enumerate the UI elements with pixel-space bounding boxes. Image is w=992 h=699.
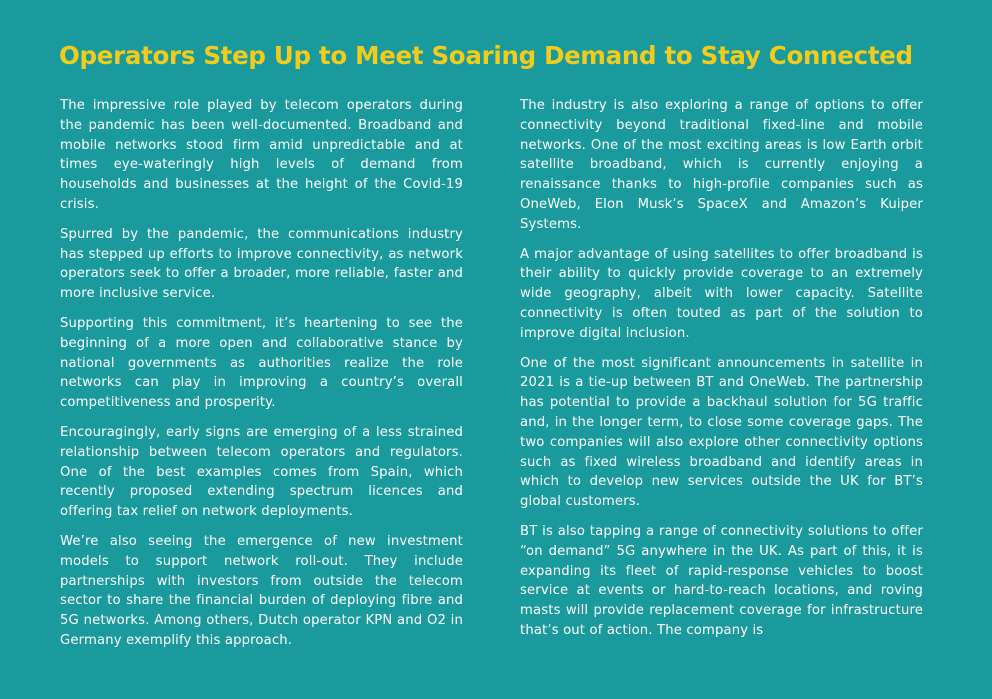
paragraph: A major advantage of using satellites to offer broadband is their ability to quickly provide coverage to an extremely wide geography, albeit with lower capacity. Satellite connectivity is often touted as part of the solution to improve digital inclusion. (520, 246, 923, 341)
article-columns (60, 96, 923, 661)
paragraph: Encouragingly, early signs are emerging of a less strained relationship between telecom operators and regulators. One of the best examples comes from Spain, which recently proposed extending spectrum licences and offering tax relief on network deployments. (60, 424, 463, 520)
right-column (520, 96, 923, 661)
paragraph: BT is also tapping a range of connectivity solutions to offer “on demand” 5G anywhere in the UK. As part of this, it is expanding its fleet of rapid-response vehicles to boost service at events or hard-to-reach locations, and roving masts will provide replacement coverage for infrastructure that’s out of action. The company is (520, 523, 923, 638)
left-column (60, 96, 463, 661)
paragraph: The industry is also exploring a range of options to offer connectivity beyond traditional fixed-line and mobile networks. One of the most exciting areas is low Earth orbit satellite broadband, which is currently enjoying a renaissance thanks to high-profile companies such as OneWeb, Elon Musk’s SpaceX and Amazon’s Kuiper Systems. (520, 98, 923, 232)
paragraph: Supporting this commitment, it’s heartening to see the beginning of a more open and collaborative stance by national governments as authorities realize the role networks can play in improving a country’s overall competitiveness and prosperity. (60, 315, 463, 411)
article-title: Operators Step Up to Meet Soaring Demand to Stay Connected (59, 41, 913, 70)
paragraph: The impressive role played by telecom operators during the pandemic has been well-documented. Broadband and mobile networks stood firm amid unpredictable and at times eye-wateringly high levels of demand from households and businesses at the height of the Covid-19 crisis. (60, 98, 463, 212)
paragraph: We’re also seeing the emergence of new investment models to support network roll-out. They include partnerships with investors from outside the telecom sector to share the financial burden of deploying fibre and 5G networks. Among others, Dutch operator KPN and O2 in Germany exemplify this approach. (60, 533, 463, 648)
paragraph: Spurred by the pandemic, the communications industry has stepped up efforts to improve connectivity, as network operators seek to offer a broader, more reliable, faster and more inclusive service. (60, 226, 463, 302)
paragraph: One of the most significant announcements in satellite in 2021 is a tie-up between BT and OneWeb. The partnership has potential to provide a backhaul solution for 5G traffic and, in the longer term, to close some coverage gaps. The two companies will also explore other connectivity options such as fixed wireless broadband and identify areas in which to develop new services outside the UK for BT’s global customers. (520, 355, 923, 510)
